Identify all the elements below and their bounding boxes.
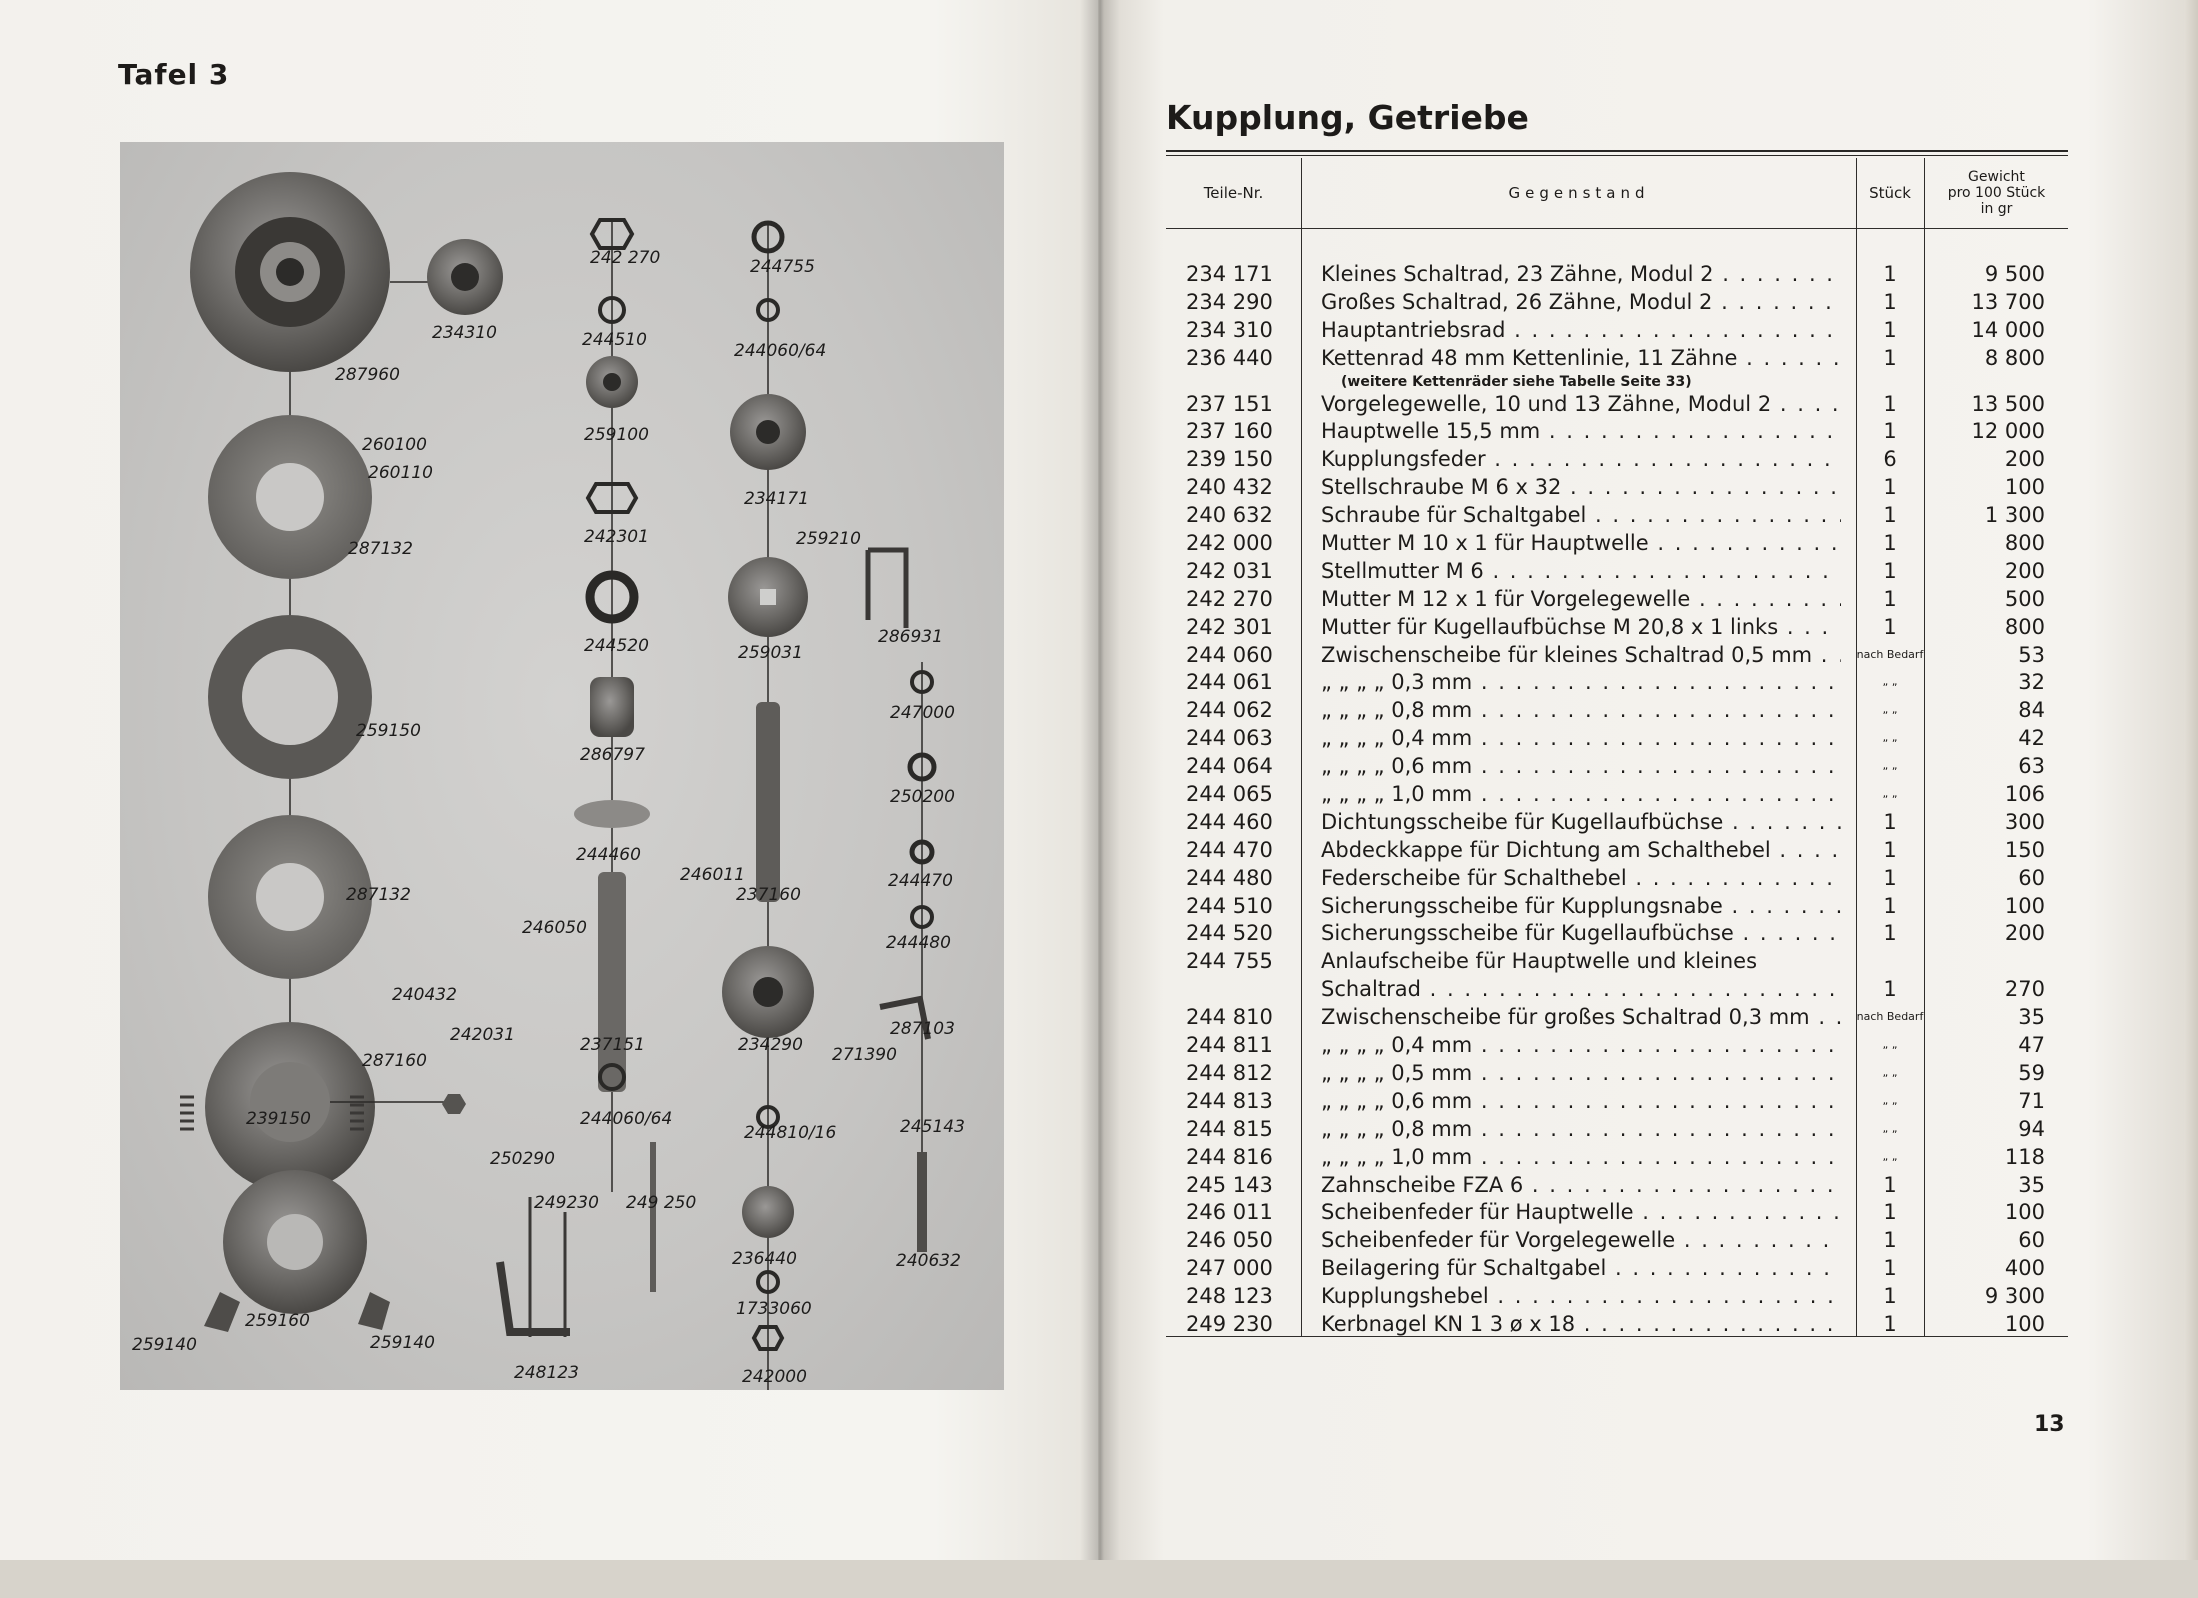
quantity-cell: nach Bedarf — [1856, 1010, 1924, 1024]
page-edge — [2184, 0, 2198, 1560]
photo-label: 247000 — [890, 703, 955, 723]
photo-label: 242000 — [742, 1367, 807, 1387]
table-row — [1166, 447, 2068, 475]
table-row — [1166, 754, 2068, 782]
quantity-cell: 1 — [1883, 558, 1897, 583]
header-quantity: Stück — [1869, 183, 1911, 202]
photo-label: 244810/16 — [744, 1123, 837, 1143]
table-row — [1166, 1200, 2068, 1228]
weight-cell: 200 — [2004, 558, 2045, 583]
clutch-bolt-right — [358, 1292, 390, 1330]
quantity-cell: „ „ — [1882, 1065, 1898, 1079]
weight-cell: 14 000 — [1971, 317, 2045, 342]
weight-cell: 1 300 — [1984, 503, 2045, 528]
part-number-cell: 234 171 — [1186, 262, 1273, 286]
photo-label: 237151 — [580, 1035, 645, 1055]
header-description: Gegenstand — [1508, 183, 1650, 202]
part-number-cell: 244 813 — [1186, 1088, 1273, 1113]
weight-cell: 118 — [2004, 1144, 2045, 1169]
clutch-lever — [500, 1262, 570, 1332]
table-row — [1166, 1089, 2068, 1117]
layshaft — [598, 872, 626, 1092]
weight-cell: 60 — [2018, 865, 2045, 890]
part-number-cell: 244 060 — [1186, 642, 1273, 667]
description-cell: „ „ „ „ 0,5 mm . . . — [1321, 1061, 1841, 1085]
description-cell: Kupplungsfeder . . . — [1321, 447, 1841, 471]
table-body — [1166, 262, 2068, 1340]
description-cell: Kettenrad 48 mm Kettenlinie, 11 Zähne . . . — [1321, 346, 1841, 370]
photo-label: 242031 — [450, 1025, 515, 1045]
left-page — [0, 0, 1098, 1560]
header-weight-line: in gr — [1980, 201, 2013, 217]
description-cell: „ „ „ „ 1,0 mm . . . — [1321, 1145, 1841, 1169]
photo-label: 260100 — [362, 435, 427, 455]
shift-fork — [868, 550, 906, 628]
description-cell: Mutter M 10 x 1 für Hauptwelle . . . — [1321, 531, 1841, 555]
weight-cell: 13 700 — [1971, 289, 2045, 314]
part-number-cell: 244 062 — [1186, 698, 1273, 723]
photo-label: 244060/64 — [734, 341, 827, 361]
quantity-cell: „ „ — [1882, 1038, 1898, 1052]
photo-label: 259031 — [738, 643, 803, 663]
table-row — [1166, 921, 2068, 949]
quantity-cell: nach Bedarf — [1856, 647, 1924, 661]
table-row — [1166, 643, 2068, 671]
table-row — [1166, 392, 2068, 420]
description-cell: Zahnscheibe FZA 6 . . . — [1321, 1173, 1841, 1197]
ball-bearing-bush — [590, 677, 634, 737]
part-number-cell: 244 063 — [1186, 726, 1273, 751]
photo-label: 234310 — [432, 323, 497, 343]
part-number-cell: 246 050 — [1186, 1228, 1273, 1253]
photo-label: 286797 — [580, 745, 645, 765]
table-row — [1166, 419, 2068, 447]
quantity-cell: „ „ — [1882, 731, 1898, 745]
table-row — [1166, 838, 2068, 866]
table-row — [1166, 1033, 2068, 1061]
photo-label: 259160 — [245, 1311, 310, 1331]
photo-label: 287132 — [346, 885, 411, 905]
part-number-cell: 245 143 — [1186, 1172, 1273, 1197]
description-cell: Beilagering für Schaltgabel . . . — [1321, 1256, 1841, 1280]
weight-cell: 63 — [2018, 754, 2045, 779]
page-number: 13 — [2034, 1412, 2065, 1437]
quantity-cell: 1 — [1883, 1200, 1897, 1225]
description-cell: Vorgelegewelle, 10 und 13 Zähne, Modul 2 . . . — [1321, 392, 1841, 416]
part-number-cell: 244 061 — [1186, 670, 1273, 695]
part-number-cell: 234 290 — [1186, 289, 1273, 314]
weight-cell: 800 — [2004, 614, 2045, 639]
photo-label: 244470 — [888, 871, 953, 891]
description-cell: „ „ „ „ 0,6 mm . . . — [1321, 754, 1841, 778]
description-cell: Stellschraube M 6 x 32 . . . — [1321, 475, 1841, 499]
part-number-cell: 246 011 — [1186, 1200, 1273, 1225]
photo-label: 244060/64 — [580, 1109, 673, 1129]
photo-label: 245143 — [900, 1117, 965, 1137]
table-row — [1166, 1256, 2068, 1284]
part-number-cell: 242 031 — [1186, 558, 1273, 583]
part-number-cell: 234 310 — [1186, 317, 1273, 342]
photo-label: 236440 — [732, 1249, 797, 1269]
weight-cell: 13 500 — [1971, 391, 2045, 416]
description-cell: Mutter M 12 x 1 für Vorgelegewelle . . . — [1321, 587, 1841, 611]
photo-label: 244520 — [584, 636, 649, 656]
photo-label: 246011 — [680, 865, 745, 885]
weight-cell: 12 000 — [1971, 419, 2045, 444]
photo-label: 246050 — [522, 918, 587, 938]
description-cell: Schraube für Schaltgabel . . . — [1321, 503, 1841, 527]
quantity-cell: 1 — [1883, 977, 1897, 1002]
weight-cell: 94 — [2018, 1116, 2045, 1141]
description-cell: Abdeckkappe für Dichtung am Schalthebel . . . — [1321, 838, 1841, 862]
header-weight — [1925, 158, 2068, 228]
header-rule — [1166, 228, 2068, 229]
weight-cell: 9 300 — [1984, 1284, 2045, 1309]
table-row — [1166, 531, 2068, 559]
background-surface — [0, 1560, 2198, 1598]
photo-label: 259140 — [132, 1335, 197, 1355]
quantity-cell: 1 — [1883, 531, 1897, 556]
shift-fork-screw — [917, 1152, 927, 1252]
photo-label: 287132 — [348, 539, 413, 559]
description-cell: Kerbnagel KN 1 3 ø x 18 . . . — [1321, 1312, 1841, 1336]
photo-label: 259100 — [584, 425, 649, 445]
quantity-cell: 1 — [1883, 865, 1897, 890]
table-row — [1166, 894, 2068, 922]
parts-illustration — [120, 142, 1004, 1390]
weight-cell: 8 800 — [1984, 345, 2045, 370]
photo-label: 249 250 — [626, 1193, 697, 1213]
part-number-cell: 244 812 — [1186, 1060, 1273, 1085]
quantity-cell: „ „ — [1882, 1093, 1898, 1107]
photo-label: 1733060 — [736, 1299, 812, 1319]
table-row — [1166, 1228, 2068, 1256]
part-number-cell: 237 160 — [1186, 419, 1273, 444]
book-gutter — [1080, 0, 1120, 1560]
table-row — [1166, 810, 2068, 838]
weight-cell: 400 — [2004, 1256, 2045, 1281]
header-part-number: Teile-Nr. — [1203, 183, 1264, 202]
part-number-cell: 244 520 — [1186, 921, 1273, 946]
description-cell: Großes Schaltrad, 26 Zähne, Modul 2 . . . — [1321, 290, 1841, 314]
part-number-cell: 240 432 — [1186, 475, 1273, 500]
weight-cell: 84 — [2018, 698, 2045, 723]
weight-cell: 200 — [2004, 447, 2045, 472]
quantity-cell: 1 — [1883, 345, 1897, 370]
part-number-cell: 244 480 — [1186, 865, 1273, 890]
table-row — [1166, 615, 2068, 643]
part-number-cell: 244 816 — [1186, 1144, 1273, 1169]
photo-label: 250200 — [890, 787, 955, 807]
part-number-cell: 244 510 — [1186, 893, 1273, 918]
photo-label: 239150 — [246, 1109, 311, 1129]
table-row — [1166, 1005, 2068, 1033]
part-number-cell: 244 815 — [1186, 1116, 1273, 1141]
part-number-cell: 244 755 — [1186, 949, 1273, 974]
description-cell: Dichtungsscheibe für Kugellaufbüchse . . . — [1321, 810, 1841, 834]
photo-label: 240432 — [392, 985, 457, 1005]
quantity-cell: 1 — [1883, 317, 1897, 342]
note-text: (weitere Kettenräder siehe Tabelle Seite 33) — [1341, 373, 1692, 390]
part-number-cell: 249 230 — [1186, 1311, 1273, 1336]
photo-label: 287160 — [362, 1051, 427, 1071]
table-row — [1166, 782, 2068, 810]
quantity-cell: 1 — [1883, 614, 1897, 639]
weight-cell: 100 — [2004, 475, 2045, 500]
description-cell: Sicherungsscheibe für Kupplungsnabe . . . — [1321, 894, 1841, 918]
description-cell: Sicherungsscheibe für Kugellaufbüchse . . . — [1321, 921, 1841, 945]
photo-label: 242301 — [584, 527, 649, 547]
weight-cell: 53 — [2018, 642, 2045, 667]
weight-cell: 150 — [2004, 837, 2045, 862]
part-number-cell: 242 270 — [1186, 586, 1273, 611]
table-note — [1166, 374, 2068, 392]
weight-cell: 100 — [2004, 1200, 2045, 1225]
clutch-spring — [180, 1097, 194, 1129]
table-row — [1166, 290, 2068, 318]
description-cell: Kupplungshebel . . . — [1321, 1284, 1841, 1308]
part-number-cell: 240 632 — [1186, 503, 1273, 528]
quantity-cell: „ „ — [1882, 1121, 1898, 1135]
description-cell: Mutter für Kugellaufbüchse M 20,8 x 1 links . . . — [1321, 615, 1841, 639]
table-row — [1166, 262, 2068, 290]
weight-cell: 59 — [2018, 1060, 2045, 1085]
photo-label: 259140 — [370, 1333, 435, 1353]
table-row — [1166, 1312, 2068, 1340]
quantity-cell: 1 — [1883, 921, 1897, 946]
weight-cell: 35 — [2018, 1172, 2045, 1197]
table-row — [1166, 670, 2068, 698]
weight-cell: 270 — [2004, 977, 2045, 1002]
photo-label: 287103 — [890, 1019, 955, 1039]
part-number-cell: 242 301 — [1186, 614, 1273, 639]
part-number-cell: 242 000 — [1186, 531, 1273, 556]
page-title: Kupplung, Getriebe — [1166, 98, 1529, 137]
part-number-cell: 244 470 — [1186, 837, 1273, 862]
parts-table — [1166, 158, 2068, 1336]
photo-label: 271390 — [832, 1045, 897, 1065]
weight-cell: 106 — [2004, 782, 2045, 807]
part-number-cell: 236 440 — [1186, 345, 1273, 370]
quantity-cell: „ „ — [1882, 759, 1898, 773]
table-row — [1166, 1061, 2068, 1089]
header-weight-line: Gewicht — [1968, 169, 2025, 185]
photo-label: 234171 — [744, 489, 809, 509]
photo-label: 237160 — [736, 885, 801, 905]
part-number-cell: 248 123 — [1186, 1284, 1273, 1309]
description-cell: Federscheibe für Schalthebel . . . — [1321, 866, 1841, 890]
photo-label: 244510 — [582, 330, 647, 350]
table-row — [1166, 346, 2068, 374]
photo-label: 287960 — [335, 365, 400, 385]
photo-label: 259150 — [356, 721, 421, 741]
quantity-cell: 1 — [1883, 262, 1897, 286]
plate-title: Tafel 3 — [118, 58, 230, 91]
table-row — [1166, 949, 2068, 977]
table-row — [1166, 587, 2068, 615]
weight-cell: 9 500 — [1984, 262, 2045, 286]
photo-label: 250290 — [490, 1149, 555, 1169]
quantity-cell: 1 — [1883, 809, 1897, 834]
quantity-cell: 1 — [1883, 419, 1897, 444]
description-cell: „ „ „ „ 1,0 mm . . . — [1321, 782, 1841, 806]
chain-sprocket — [742, 1186, 794, 1238]
quantity-cell: 1 — [1883, 289, 1897, 314]
table-row — [1166, 559, 2068, 587]
description-cell: Hauptwelle 15,5 mm . . . — [1321, 419, 1841, 443]
weight-cell: 300 — [2004, 809, 2045, 834]
weight-cell: 200 — [2004, 921, 2045, 946]
weight-cell: 60 — [2018, 1228, 2045, 1253]
weight-cell: 32 — [2018, 670, 2045, 695]
quantity-cell: 1 — [1883, 893, 1897, 918]
table-row — [1166, 1145, 2068, 1173]
part-number-cell: 244 460 — [1186, 809, 1273, 834]
description-cell: „ „ „ „ 0,6 mm . . . — [1321, 1089, 1841, 1113]
photo-label: 244460 — [576, 845, 641, 865]
table-row — [1166, 698, 2068, 726]
quantity-cell: 1 — [1883, 586, 1897, 611]
part-number-cell: 237 151 — [1186, 391, 1273, 416]
description-cell: „ „ „ „ 0,8 mm . . . — [1321, 698, 1841, 722]
part-number-cell: 239 150 — [1186, 447, 1273, 472]
description-cell: „ „ „ „ 0,3 mm . . . — [1321, 670, 1841, 694]
quantity-cell: 6 — [1883, 447, 1897, 472]
quantity-cell: 1 — [1883, 1256, 1897, 1281]
quantity-cell: „ „ — [1882, 787, 1898, 801]
part-number-cell: 244 810 — [1186, 1005, 1273, 1030]
table-row — [1166, 1117, 2068, 1145]
photo-label: 240632 — [896, 1251, 961, 1271]
photo-label: 234290 — [738, 1035, 803, 1055]
description-cell: Schaltrad . . . — [1321, 977, 1841, 1001]
photo-label: 259210 — [796, 529, 861, 549]
part-number-cell: 244 064 — [1186, 754, 1273, 779]
quantity-cell: 1 — [1883, 503, 1897, 528]
photo-label: 260110 — [368, 463, 433, 483]
quantity-cell: 1 — [1883, 391, 1897, 416]
table-row — [1166, 1284, 2068, 1312]
description-cell: Anlaufscheibe für Hauptwelle und kleines — [1321, 949, 1758, 974]
weight-cell: 100 — [2004, 893, 2045, 918]
quantity-cell: 1 — [1883, 475, 1897, 500]
description-cell: „ „ „ „ 0,8 mm . . . — [1321, 1117, 1841, 1141]
quantity-cell: 1 — [1883, 1228, 1897, 1253]
part-number-cell: 244 065 — [1186, 782, 1273, 807]
table-row — [1166, 475, 2068, 503]
photo-label: 248123 — [514, 1363, 579, 1383]
quantity-cell: 1 — [1883, 1311, 1897, 1336]
description-cell: „ „ „ „ 0,4 mm . . . — [1321, 726, 1841, 750]
quantity-cell: „ „ — [1882, 675, 1898, 689]
photo-label: 244480 — [886, 933, 951, 953]
clutch-bolt-left — [204, 1292, 240, 1332]
quantity-cell: 1 — [1883, 1284, 1897, 1309]
quantity-cell: 1 — [1883, 837, 1897, 862]
table-row — [1166, 318, 2068, 346]
description-cell: Kleines Schaltrad, 23 Zähne, Modul 2 . . . — [1321, 262, 1841, 286]
quantity-cell: „ „ — [1882, 703, 1898, 717]
description-cell: Zwischenscheibe für kleines Schaltrad 0,5 mm . . . — [1321, 643, 1841, 667]
weight-cell: 100 — [2004, 1311, 2045, 1336]
description-cell: Zwischenscheibe für großes Schaltrad 0,3 mm . . . — [1321, 1005, 1841, 1029]
quantity-cell: 1 — [1883, 1172, 1897, 1197]
description-cell: Hauptantriebsrad . . . — [1321, 318, 1841, 342]
description-cell: Scheibenfeder für Hauptwelle . . . — [1321, 1200, 1841, 1224]
part-number-cell: 244 811 — [1186, 1033, 1273, 1058]
main-shaft — [756, 702, 780, 902]
weight-cell: 500 — [2004, 586, 2045, 611]
quantity-cell: „ „ — [1882, 1149, 1898, 1163]
photo-label: 286931 — [878, 627, 943, 647]
title-rule — [1166, 155, 2068, 156]
description-cell: Scheibenfeder für Vorgelegewelle . . . — [1321, 1228, 1841, 1252]
part-number-cell: 247 000 — [1186, 1256, 1273, 1281]
table-row — [1166, 977, 2068, 1005]
description-cell: „ „ „ „ 0,4 mm . . . — [1321, 1033, 1841, 1057]
weight-cell: 47 — [2018, 1033, 2045, 1058]
weight-cell: 35 — [2018, 1005, 2045, 1030]
photo-label: 244755 — [750, 257, 815, 277]
table-row — [1166, 1173, 2068, 1201]
table-row — [1166, 726, 2068, 754]
description-cell: Stellmutter M 6 . . . — [1321, 559, 1841, 583]
photo-label: 242 270 — [590, 248, 661, 268]
weight-cell: 42 — [2018, 726, 2045, 751]
weight-cell: 800 — [2004, 531, 2045, 556]
weight-cell: 71 — [2018, 1088, 2045, 1113]
title-rule — [1166, 150, 2068, 152]
exploded-parts-photo — [120, 142, 1004, 1390]
table-row — [1166, 866, 2068, 894]
table-row — [1166, 503, 2068, 531]
header-weight-line: pro 100 Stück — [1947, 185, 2046, 201]
photo-label: 249230 — [534, 1193, 599, 1213]
